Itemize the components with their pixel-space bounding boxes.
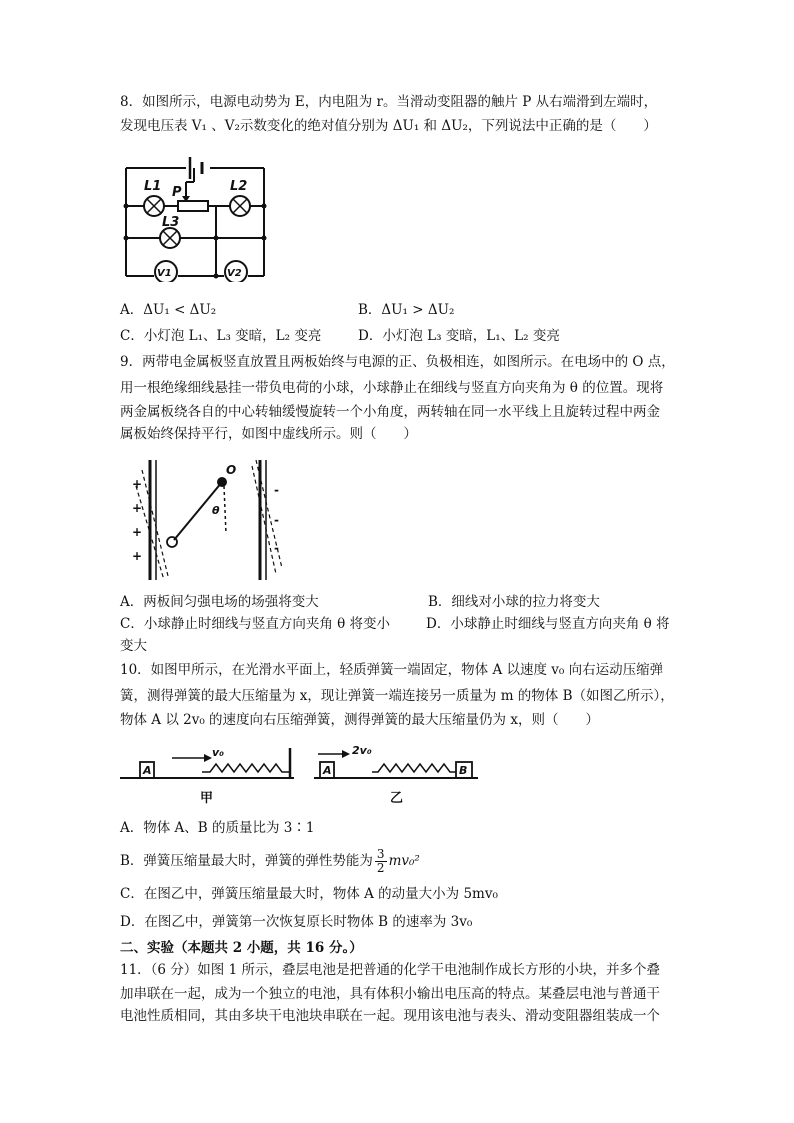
q9-line-2: 用一根绝缘细线悬挂一带负电荷的小球，小球静止在细线与竖直方向夹角为 θ 的位置。现将 [120, 380, 664, 396]
fraction-numerator: 3 [376, 846, 385, 861]
label-yi: 乙 [390, 791, 404, 806]
q8-option-c: C．小灯泡 L₁、L₃ 变暗，L₂ 变亮 [120, 328, 322, 344]
q8-line-1: 8．如图所示，电源电动势为 E，内电阻为 r。当滑动变阻器的触片 P 从右端滑到左端时， [120, 94, 658, 110]
label-l3: L3 [162, 215, 180, 230]
label-theta: θ [212, 504, 220, 517]
plus-1: + [132, 477, 143, 491]
plus-3: + [132, 525, 143, 539]
q9-option-a: A．两板间匀强电场的场强将变大 [120, 594, 319, 610]
q9-plates-figure [128, 456, 298, 586]
fraction-denominator: 2 [376, 860, 385, 875]
q10-option-d: D．在图乙中，弹簧第一次恢复原长时物体 B 的速率为 3v₀ [120, 914, 473, 930]
fraction [375, 848, 387, 875]
q10-option-b [120, 846, 420, 876]
q10-line-1: 10．如图甲所示，在光滑水平面上，轻质弹簧一端固定，物体 A 以速度 v₀ 向右运动压缩弹 [120, 662, 664, 678]
q10-line-2: 簧，测得弹簧的最大压缩量为 x，现让弹簧一端连接另一质量为 m 的物体 B（如图乙所示）， [120, 688, 674, 704]
q8-line-2: 发现电压表 V₁ 、V₂示数变化的绝对值分别为 ΔU₁ 和 ΔU₂，下列说法中正确的是（ ） [120, 118, 657, 134]
section-heading: 二、实验（本题共 2 小题，共 16 分。） [120, 940, 363, 956]
label-a-yi: A [323, 764, 332, 777]
q8-option-b: B．ΔU₁ > ΔU₂ [358, 302, 455, 318]
label-a-jia: A [143, 764, 152, 777]
q9-line-1: 9．两带电金属板竖直放置且两板始终与电源的正、负极相连，如图所示。在电场中的 O 点， [120, 354, 675, 370]
plus-4: + [132, 549, 143, 563]
label-p: P [172, 185, 182, 200]
q10-option-a: A．物体 A、B 的质量比为 3∶1 [120, 820, 315, 836]
q9-option-c: C．小球静止时细线与竖直方向夹角 θ 将变小 [120, 616, 391, 632]
label-l2: L2 [230, 179, 248, 194]
q9-option-d-cont: 变大 [120, 638, 147, 654]
q10-option-b-expr: mv₀² [388, 853, 420, 869]
q9-option-b: B．细线对小球的拉力将变大 [428, 594, 600, 610]
label-o: O [226, 463, 237, 477]
q11-line-2: 加串联在一起，成为一个独立的电池，具有体积小输出电压高的特点。某叠层电池与普通干 [120, 986, 660, 1002]
minus-2: - [274, 513, 279, 527]
q11-line-3: 电池性质相同，其由多块干电池块串联在一起。现用该电池与表头、滑动变阻器组装成一个 [120, 1008, 660, 1024]
q8-option-a: A．ΔU₁ < ΔU₂ [120, 302, 217, 318]
label-jia: 甲 [200, 791, 214, 806]
q10-option-b-text: B．弹簧压缩量最大时，弹簧的弹性势能为 [120, 853, 373, 869]
label-b-yi: B [459, 764, 468, 777]
label-2v0: 2v₀ [352, 744, 372, 757]
label-v1: V1 [157, 268, 172, 279]
label-v2: V2 [227, 268, 242, 279]
q10-spring-figure [118, 742, 480, 808]
minus-3: - [274, 541, 279, 555]
q10-option-c: C．在图乙中，弹簧压缩量最大时，物体 A 的动量大小为 5mv₀ [120, 886, 498, 902]
q9-option-d: D．小球静止时细线与竖直方向夹角 θ 将 [426, 616, 670, 632]
minus-1: - [274, 483, 279, 497]
q8-option-d: D．小灯泡 L₃ 变暗，L₁、L₂ 变亮 [358, 328, 560, 344]
label-l1: L1 [144, 179, 162, 194]
q8-circuit-figure [118, 152, 270, 282]
plus-2: + [132, 501, 143, 515]
q9-line-3: 两金属板绕各自的中心转轴缓慢旋转一个小角度，两转轴在同一水平线上且旋转过程中两金 [120, 404, 660, 420]
q11-line-1: 11．（6 分）如图 1 所示，叠层电池是把普通的化学干电池制作成长方形的小块，并多个叠 [120, 962, 660, 978]
label-v0: v₀ [212, 746, 224, 759]
q10-line-3: 物体 A 以 2v₀ 的速度向右压缩弹簧，测得弹簧的最大压缩量仍为 x，则（ ） [120, 712, 599, 728]
q9-line-4: 属板始终保持平行，如图中虚线所示。则（ ） [120, 426, 417, 442]
